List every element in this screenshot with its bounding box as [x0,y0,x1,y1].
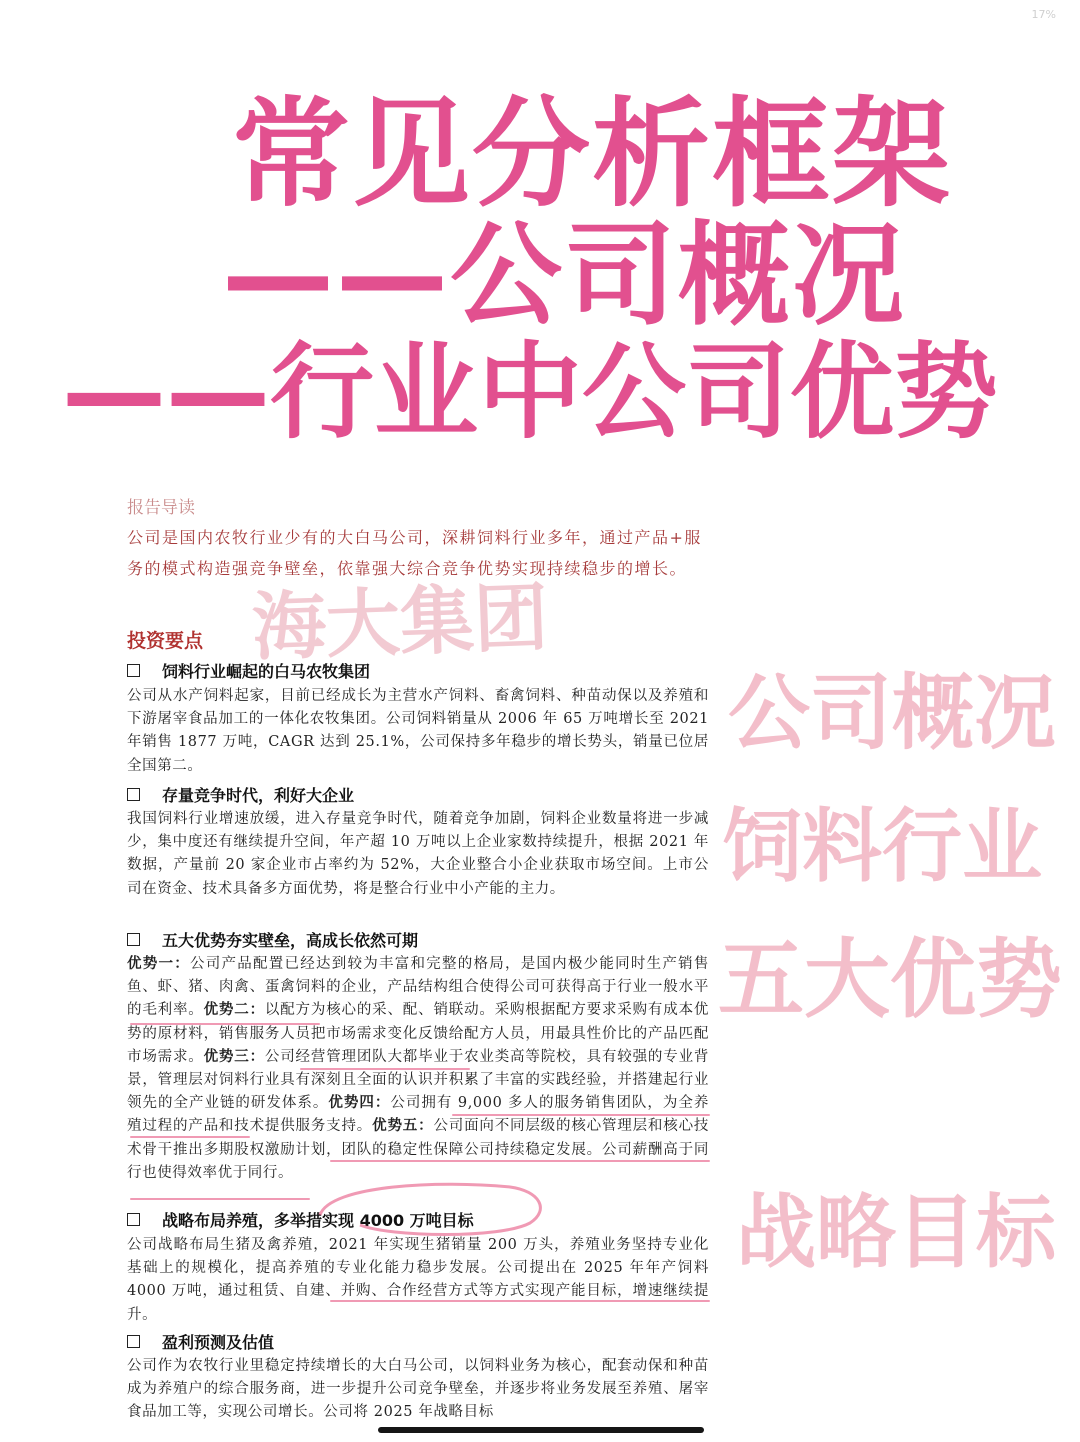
advantage-5-label: 优势五： [372,1118,434,1135]
handwritten-underline [130,1136,250,1138]
section-heading-3: 五大优势夯实壁垒，高成长依然可期 [127,928,418,951]
battery-indicator: 17% [1031,8,1056,21]
section-text-4: 公司战略布局生猪及禽养殖，2021 年实现生猪销量 200 万头，养殖业务坚持专业化基础上的规模化，提高养殖的专业化能力稳步发展。公司提出在 2025 年年产饲料 4000 万吨，通过租赁、自建、并购、合作经营方式等方式实现产能目标，增速继续提升。 [127,1237,709,1323]
handwritten-note-industry: 饲料行业 [722,799,1042,893]
section-heading-4: 战略布局养殖，多举措实现 4000 万吨目标 [127,1208,474,1231]
handwritten-underline [330,1300,710,1302]
advantage-3-text: 公司经营管理团队大都毕业于农业类高等院校，具有较强的专业背景，管理层对饲料行业具有深刻且全面的认识并积累了丰富的实践经验，并搭建起行业领先的全产业链的研发体系。 [127,1048,709,1112]
section-text-1: 公司从水产饲料起家，目前已经成长为主营水产饲料、畜禽饲料、种苗动保以及养殖和下游屠宰食品加工的一体化农牧集团。公司饲料销量从 2006 年 65 万吨增长至 2021 年销售 1877 万吨，CAGR 达到 25.1%，公司保持多年稳步的增长势头，销量已位居全国第二。 [127,688,709,774]
report-guide-text: 公司是国内农牧行业少有的大白马公司，深耕饲料行业多年，通过产品+服务的模式构造强竞争壁垒，依靠强大综合竞争优势实现持续稳步的增长。 [127,528,702,578]
investment-points-heading: 投资要点 [127,630,204,652]
section-text-5: 公司作为农牧行业里稳定持续增长的大白马公司，以饲料业务为核心，配套动保和种苗成为养殖户的综合服务商，进一步提升公司竞争壁垒，并逐步将业务发展至养殖、屠宰食品加工等，实现公司增长。公司将 2025 年战略目标 [127,1358,709,1421]
advantage-2-text: 以配方为核心的采、配、销联动。采购根据配方要求采购有成本优势的原材料，销售服务人员把市场需求变化反馈给配方人员，用最具性价比的产品匹配市场需求。 [127,1002,709,1065]
checkbox-bullet-icon [127,664,140,677]
handwritten-underline [330,1160,710,1162]
report-guide-heading: 报告导读 [127,498,195,518]
section-text-2: 我国饲料行业增速放缓，进入存量竞争时代，随着竞争加剧，饲料企业数量将进一步减少，集中度还有继续提升空间，年产超 10 万吨以上企业家数持续提升，根据 2021 年数据，产量前 20 家企业市占率约为 52%，大企业整合小企业获取市场空间。上市公司在资金、技术具备多方面优势，将是整合行业中小产能的主力。 [127,811,709,897]
checkbox-bullet-icon [127,1335,140,1348]
advantage-4-label: 优势四： [328,1095,391,1112]
handwritten-company-name: 海大集团 [250,574,550,672]
title-line-3: ——行业中公司优势 [62,331,999,453]
title-line-2: ——公司概况 [222,211,906,341]
advantage-1-label: 优势一： [127,956,190,972]
section-heading-2: 存量竞争时代，利好大企业 [127,783,354,806]
handwritten-underline [130,1023,320,1025]
section-heading-1: 饲料行业崛起的白马农牧集团 [127,659,370,682]
home-indicator[interactable] [378,1427,704,1433]
section-heading-5: 盈利预测及估值 [127,1330,274,1353]
advantage-3-label: 优势三： [203,1048,265,1065]
advantage-5-text: 公司面向不同层级的核心管理层和核心技术骨干推出多期股权激励计划，团队的稳定性保障公司持续稳定发展。公司薪酬高于同行也使得效率优于同行。 [127,1118,709,1181]
title-line-1: 常见分析框架 [232,85,953,223]
handwritten-note-overview: 公司概况 [728,665,1057,761]
handwritten-underline [130,1198,310,1200]
checkbox-bullet-icon [127,788,140,801]
handwritten-note-strategy: 战略目标 [736,1185,1056,1279]
handwritten-underline [300,1068,470,1070]
checkbox-bullet-icon [127,933,140,946]
advantage-2-label: 优势二： [203,1002,265,1019]
advantage-1-text: 公司产品配置已经达到较为丰富和完整的格局，是国内极少能同时生产销售鱼、虾、猪、肉禽、蛋禽饲料的企业，产品结构组合使得公司可获得高于行业一般水平的毛利率。 [127,956,710,1019]
handwritten-note-advantages: 五大优势 [718,929,1062,1030]
advantage-4-text: 公司拥有 9,000 多人的服务销售团队，为全养殖过程的产品和技术提供服务支持。 [127,1095,709,1135]
handwritten-circle [300,1175,560,1245]
checkbox-bullet-icon [127,1213,140,1226]
handwritten-underline [452,1114,710,1116]
